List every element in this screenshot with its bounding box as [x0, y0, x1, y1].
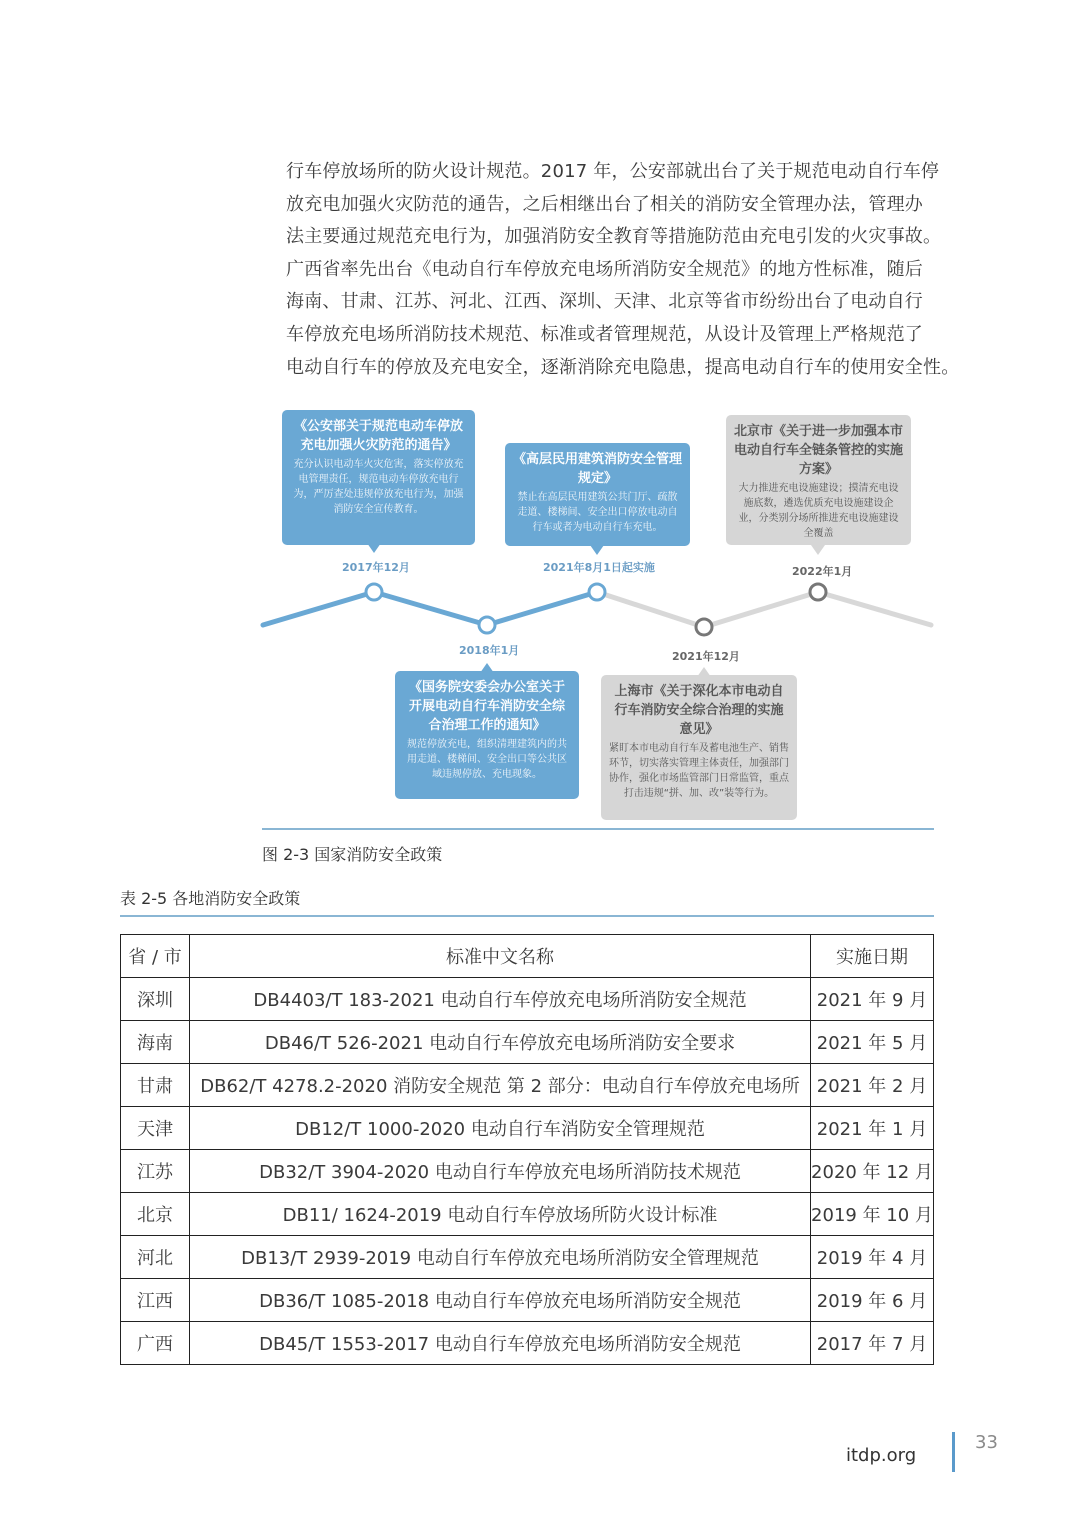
- policy-timeline: [255, 405, 945, 825]
- timeline-date: 2021年8月1日起实施: [543, 561, 655, 574]
- cell-standard: DB32/T 3904-2020 电动自行车停放充电场所消防技术规范: [190, 1150, 811, 1193]
- timeline-node: [589, 584, 605, 600]
- timeline-card: [282, 410, 475, 545]
- cell-province: 海南: [121, 1021, 190, 1064]
- timeline-line-active: [263, 592, 597, 625]
- table-row: [121, 1107, 934, 1150]
- cell-date: 2019 年 6 月: [811, 1279, 934, 1322]
- timeline-date: 2022年1月: [792, 565, 853, 578]
- cell-standard: DB11/ 1624-2019 电动自行车停放场所防火设计标准: [190, 1193, 811, 1236]
- paragraph-line: 车停放充电场所消防技术规范、标准或者管理规范，从设计及管理上严格规范了: [286, 323, 923, 345]
- cell-standard: DB13/T 2939-2019 电动自行车停放充电场所消防安全管理规范: [190, 1236, 811, 1279]
- paragraph-line: 行车停放场所的防火设计规范。2017 年，公安部就出台了关于规范电动自行车停: [286, 161, 940, 182]
- paragraph-line: 法主要通过规范充电行为，加强消防安全教育等措施防范由充电引发的火灾事故。: [286, 226, 942, 248]
- table-row: [121, 1236, 934, 1279]
- cell-date: 2019 年 10 月: [811, 1193, 934, 1236]
- table-header-row: [121, 935, 934, 978]
- cell-province: 江西: [121, 1279, 190, 1322]
- body-paragraph: [286, 156, 960, 384]
- timeline-card: [726, 415, 911, 545]
- figure-caption: 图 2-3 国家消防安全政策: [262, 845, 443, 864]
- policy-table: [120, 934, 934, 1365]
- card-body: 规范停放充电，组织清理建筑内的共用走道、楼梯间、安全出口等公共区域违规停放、充电现象。: [407, 739, 567, 780]
- page-number: 33: [975, 1432, 998, 1453]
- table-row: [121, 1150, 934, 1193]
- card-title: 上海市《关于深化本市电动自行车消防安全综合治理的实施意见》: [614, 684, 784, 737]
- cell-province: 甘肃: [121, 1064, 190, 1107]
- table-row: [121, 978, 934, 1021]
- cell-province: 河北: [121, 1236, 190, 1279]
- card-body: 充分认识电动车火灾危害，落实停放充电管理责任，规范电动车停放充电行为，严厉查处违规停放充电行为，加强消防安全宣传教育。: [293, 459, 464, 515]
- card-pointer: [590, 545, 604, 555]
- header-date: 实施日期: [811, 935, 934, 978]
- timeline-date: 2017年12月: [342, 561, 410, 574]
- card-body: 紧盯本市电动自行车及蓄电池生产、销售环节，切实落实管理主体责任，加强部门协作，强化市场监管部门日常监管，重点打击违规“拼、加、改”装等行为。: [609, 743, 789, 799]
- card-title: 《国务院安委会办公室关于开展电动自行车消防安全综合治理工作的通知》: [408, 680, 565, 733]
- cell-standard: DB45/T 1553-2017 电动自行车停放充电场所消防安全规范: [190, 1322, 811, 1365]
- paragraph-line: 海南、甘肃、江苏、河北、江西、深圳、天津、北京等省市纷纷出台了电动自行: [286, 291, 923, 313]
- header-province: 省 / 市: [121, 935, 190, 978]
- cell-standard: DB12/T 1000-2020 电动自行车消防安全管理规范: [190, 1107, 811, 1150]
- timeline-node: [366, 584, 382, 600]
- cell-province: 北京: [121, 1193, 190, 1236]
- header-standard-name: 标准中文名称: [190, 935, 811, 978]
- table-row: [121, 1279, 934, 1322]
- cell-date: 2019 年 4 月: [811, 1236, 934, 1279]
- card-title: 《高层民用建筑消防安全管理规定》: [513, 452, 683, 486]
- card-body: 禁止在高层民用建筑公共门厅、疏散走道、楼梯间、安全出口停放电动自行车或者为电动自行车充电。: [517, 492, 678, 533]
- table-row: [121, 1021, 934, 1064]
- paragraph-line: 广西省率先出台《电动自行车停放充电场所消防安全规范》的地方性标准，随后: [286, 258, 923, 280]
- cell-standard: DB62/T 4278.2-2020 消防安全规范 第 2 部分：电动自行车停放充电场所: [190, 1064, 811, 1107]
- paragraph-line: 放充电加强火灾防范的通告，之后相继出台了相关的消防安全管理办法，管理办: [286, 193, 923, 215]
- cell-province: 深圳: [121, 978, 190, 1021]
- cell-date: 2021 年 1 月: [811, 1107, 934, 1150]
- timeline-card: [395, 671, 579, 799]
- timeline-node: [810, 584, 826, 600]
- cell-date: 2020 年 12 月: [811, 1150, 934, 1193]
- cell-date: 2021 年 5 月: [811, 1021, 934, 1064]
- figure-divider: [262, 828, 934, 830]
- paragraph-line: 电动自行车的停放及充电安全，逐渐消除充电隐患，提高电动自行车的使用安全性。: [286, 356, 960, 378]
- footer-site-url[interactable]: itdp.org: [846, 1445, 917, 1466]
- card-title: 北京市《关于进一步加强本市电动自行车全链条管控的实施方案》: [734, 424, 904, 477]
- table-row: [121, 1064, 934, 1107]
- timeline-date: 2018年1月: [459, 644, 520, 657]
- cell-standard: DB46/T 526-2021 电动自行车停放充电场所消防安全要求: [190, 1021, 811, 1064]
- table-divider: [120, 915, 934, 917]
- cell-province: 江苏: [121, 1150, 190, 1193]
- timeline-date: 2021年12月: [672, 650, 740, 663]
- timeline-line-future: [597, 592, 931, 627]
- card-body: 大力推进充电设施建设；摸清充电设施底数，遴选优质充电设施建设企业，分类别分场所推进充电设施建设全覆盖: [738, 483, 899, 539]
- cell-date: 2017 年 7 月: [811, 1322, 934, 1365]
- timeline-node: [479, 617, 495, 633]
- table-caption: 表 2-5 各地消防安全政策: [120, 889, 301, 908]
- table-row: [121, 1322, 934, 1365]
- cell-standard: DB4403/T 183-2021 电动自行车停放充电场所消防安全规范: [190, 978, 811, 1021]
- cell-province: 广西: [121, 1322, 190, 1365]
- table-row: [121, 1193, 934, 1236]
- cell-date: 2021 年 9 月: [811, 978, 934, 1021]
- footer-accent-bar: [952, 1432, 955, 1472]
- card-pointer: [811, 545, 825, 555]
- cell-date: 2021 年 2 月: [811, 1064, 934, 1107]
- card-title: 《公安部关于规范电动车停放充电加强火灾防范的通告》: [293, 419, 463, 453]
- timeline-card: [601, 675, 797, 820]
- cell-standard: DB36/T 1085-2018 电动自行车停放充电场所消防安全规范: [190, 1279, 811, 1322]
- timeline-card: [505, 443, 690, 546]
- timeline-node: [696, 619, 712, 635]
- cell-province: 天津: [121, 1107, 190, 1150]
